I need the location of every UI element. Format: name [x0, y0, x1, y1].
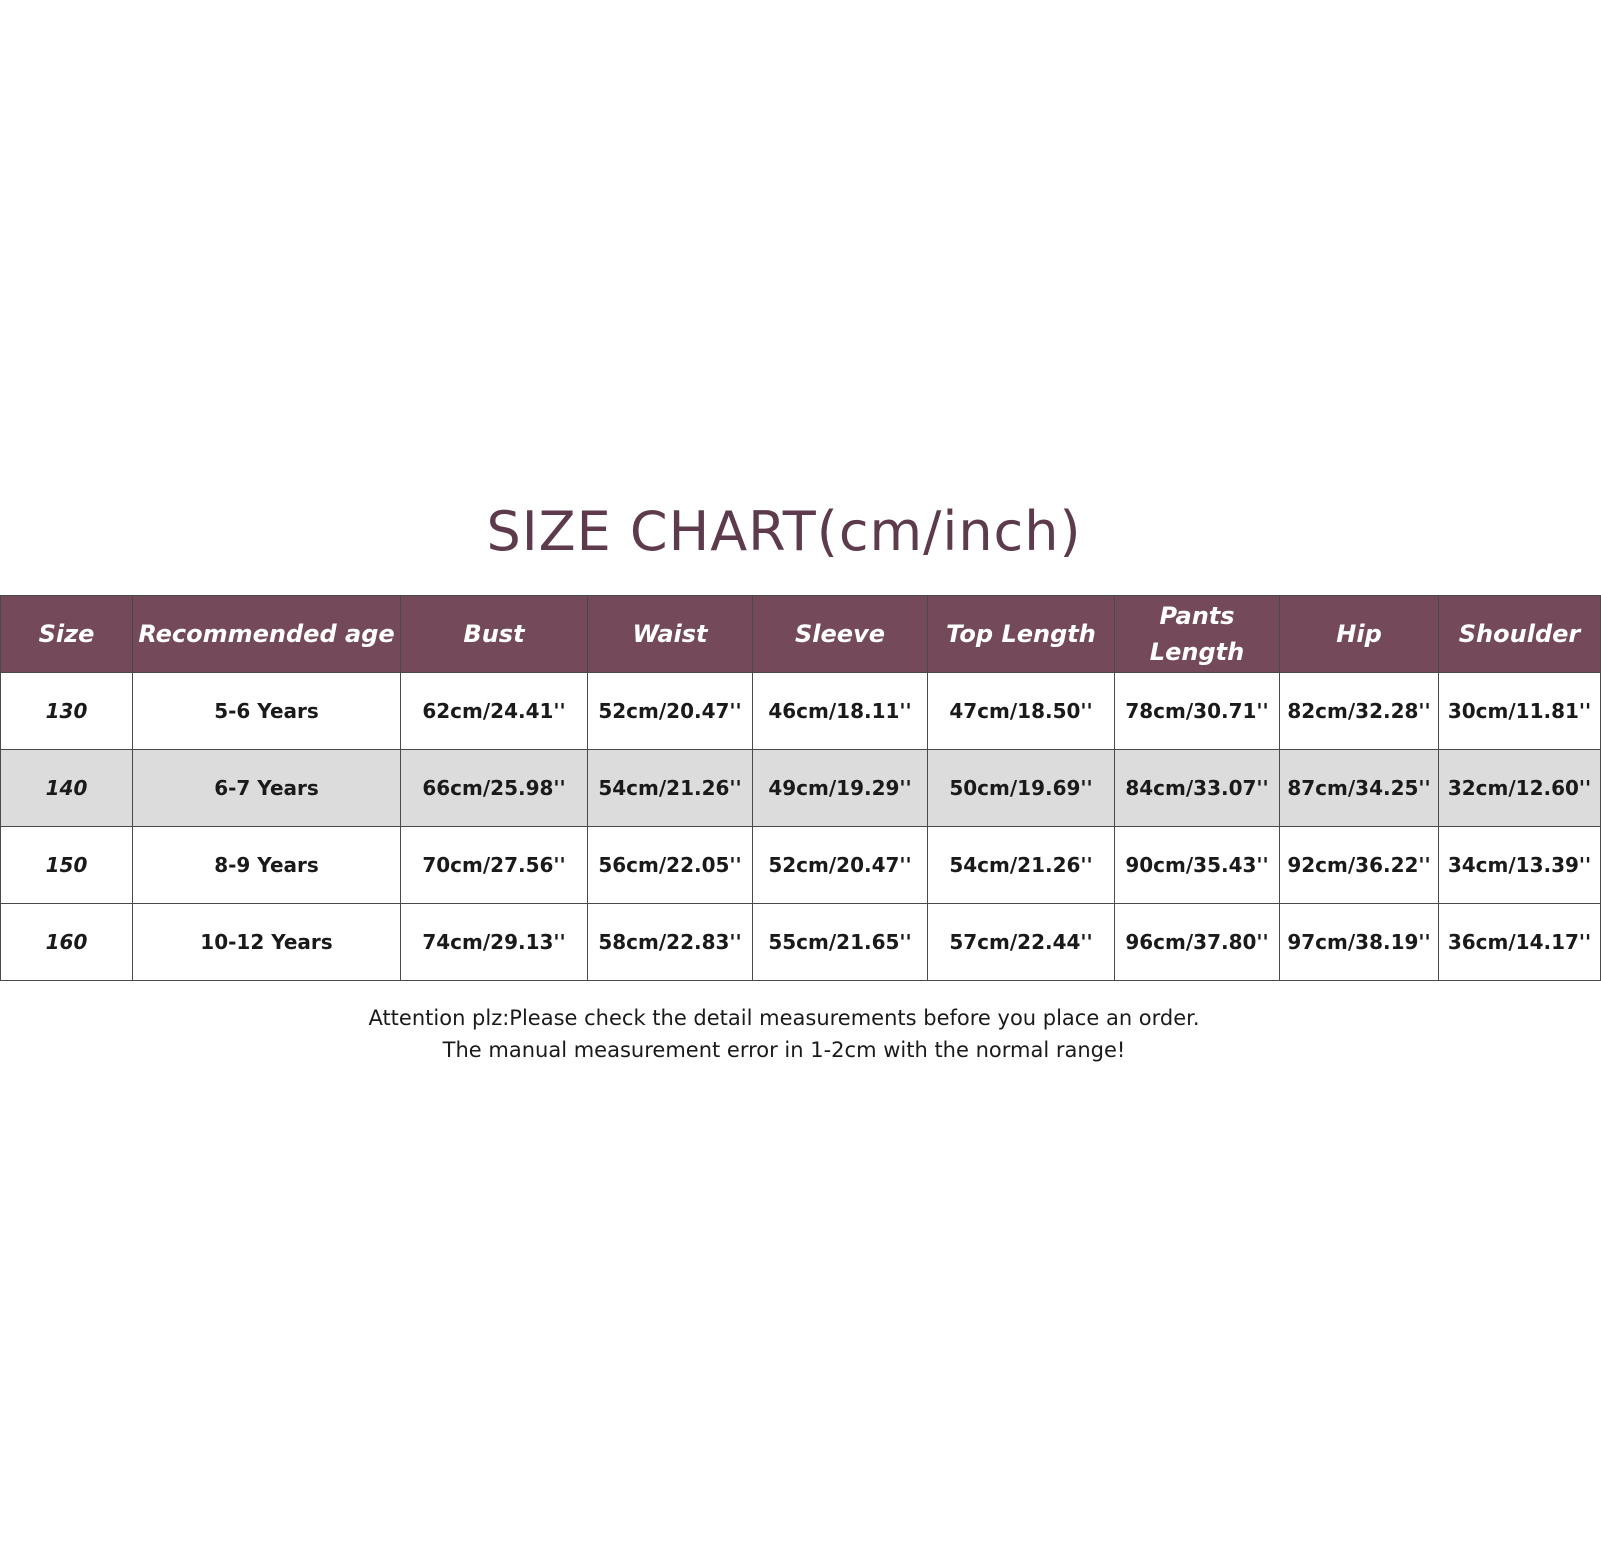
cell-pants-length: 84cm/33.07'' — [1115, 750, 1280, 827]
size-chart-table — [0, 595, 1601, 981]
attention-note: Attention plz:Please check the detail measurements before you place an order. — [368, 1006, 1200, 1030]
cell-waist: 56cm/22.05'' — [588, 827, 753, 904]
cell-sleeve: 46cm/18.11'' — [753, 673, 928, 750]
cell-size: 160 — [1, 904, 133, 981]
header-recommended-age: Recommended age — [133, 596, 401, 673]
cell-hip: 92cm/36.22'' — [1280, 827, 1439, 904]
cell-shoulder: 32cm/12.60'' — [1439, 750, 1601, 827]
cell-bust: 74cm/29.13'' — [401, 904, 588, 981]
cell-size: 140 — [1, 750, 133, 827]
header-shoulder: Shoulder — [1439, 596, 1601, 673]
cell-recommended-age: 6-7 Years — [133, 750, 401, 827]
header-size: Size — [1, 596, 133, 673]
cell-top-length: 50cm/19.69'' — [928, 750, 1115, 827]
table-row — [1, 904, 1601, 981]
measurement-error-note: The manual measurement error in 1-2cm with the normal range! — [442, 1038, 1126, 1062]
table-row — [1, 827, 1601, 904]
cell-pants-length: 96cm/37.80'' — [1115, 904, 1280, 981]
cell-size: 150 — [1, 827, 133, 904]
cell-sleeve: 55cm/21.65'' — [753, 904, 928, 981]
header-waist: Waist — [588, 596, 753, 673]
header-sleeve: Sleeve — [753, 596, 928, 673]
cell-shoulder: 34cm/13.39'' — [1439, 827, 1601, 904]
size-chart-table-container — [0, 595, 1592, 987]
cell-top-length: 57cm/22.44'' — [928, 904, 1115, 981]
cell-waist: 52cm/20.47'' — [588, 673, 753, 750]
cell-shoulder: 30cm/11.81'' — [1439, 673, 1601, 750]
cell-waist: 54cm/21.26'' — [588, 750, 753, 827]
header-hip: Hip — [1280, 596, 1439, 673]
cell-top-length: 47cm/18.50'' — [928, 673, 1115, 750]
cell-recommended-age: 10-12 Years — [133, 904, 401, 981]
table-row — [1, 750, 1601, 827]
header-pants-length: Pants Length — [1115, 596, 1280, 673]
cell-sleeve: 49cm/19.29'' — [753, 750, 928, 827]
cell-size: 130 — [1, 673, 133, 750]
cell-waist: 58cm/22.83'' — [588, 904, 753, 981]
cell-pants-length: 90cm/35.43'' — [1115, 827, 1280, 904]
cell-top-length: 54cm/21.26'' — [928, 827, 1115, 904]
header-top-length: Top Length — [928, 596, 1115, 673]
cell-shoulder: 36cm/14.17'' — [1439, 904, 1601, 981]
cell-hip: 82cm/32.28'' — [1280, 673, 1439, 750]
cell-bust: 66cm/25.98'' — [401, 750, 588, 827]
cell-bust: 70cm/27.56'' — [401, 827, 588, 904]
cell-recommended-age: 8-9 Years — [133, 827, 401, 904]
size-chart-title: SIZE CHART(cm/inch) — [486, 500, 1082, 563]
table-header-row — [1, 596, 1601, 673]
cell-hip: 97cm/38.19'' — [1280, 904, 1439, 981]
cell-sleeve: 52cm/20.47'' — [753, 827, 928, 904]
cell-pants-length: 78cm/30.71'' — [1115, 673, 1280, 750]
cell-bust: 62cm/24.41'' — [401, 673, 588, 750]
table-row — [1, 673, 1601, 750]
cell-hip: 87cm/34.25'' — [1280, 750, 1439, 827]
cell-recommended-age: 5-6 Years — [133, 673, 401, 750]
header-bust: Bust — [401, 596, 588, 673]
